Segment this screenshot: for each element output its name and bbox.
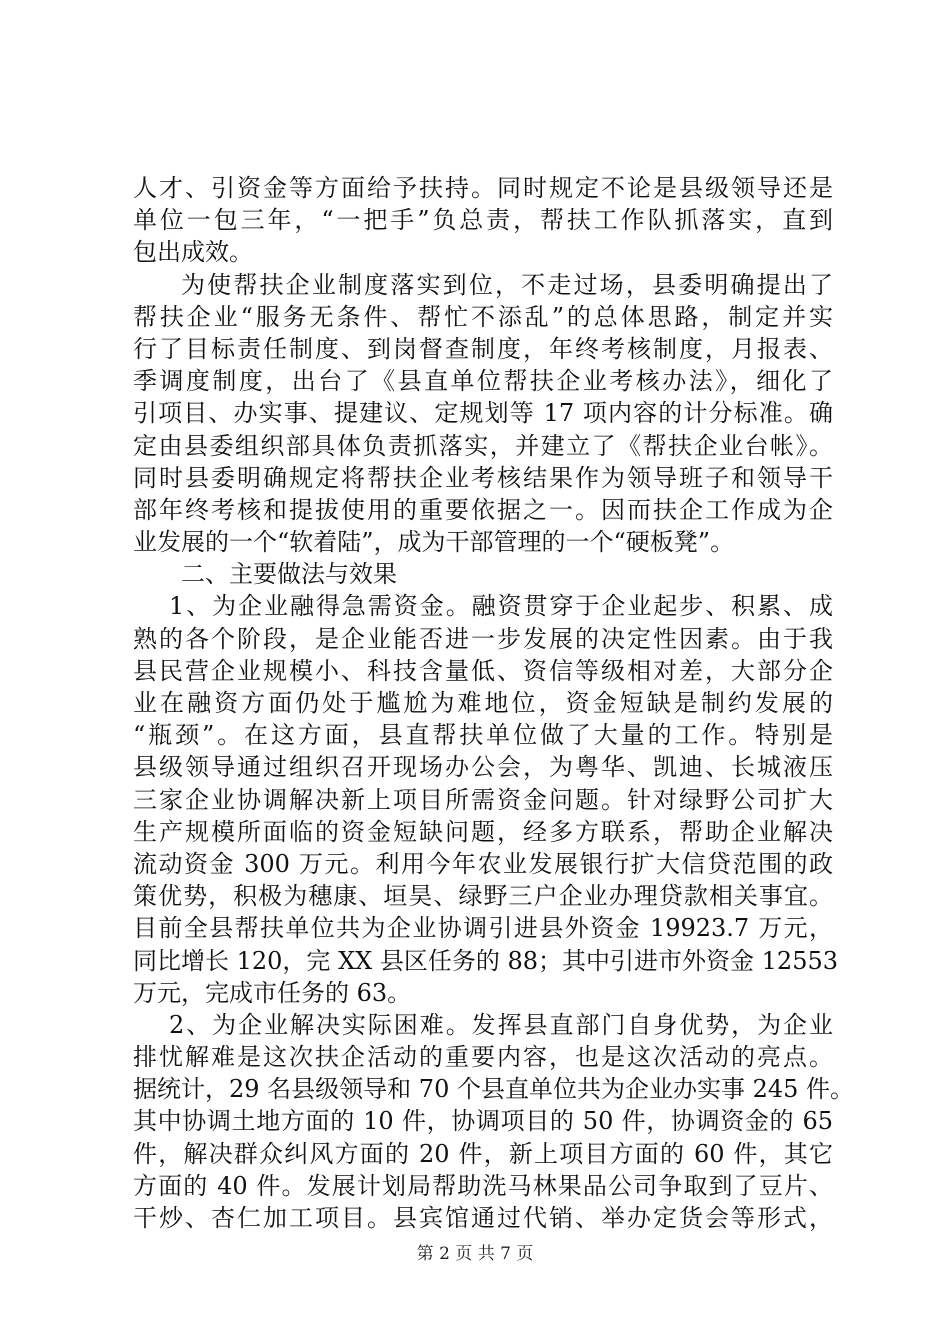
- text-line: 据统计，29 名县级领导和 70 个县直单位共为企业办实事 245 件。: [133, 1075, 855, 1104]
- text-line: 季调度制度，出台了《县直单位帮扶企业考核办法》，细化了: [133, 367, 833, 396]
- page-footer: [0, 1243, 950, 1265]
- text-line: 业发展的一个“软着陆”，成为干部管理的一个“硬板凳”。: [133, 528, 735, 557]
- text-line: 万元，完成市任务的 63。: [133, 978, 412, 1007]
- text-line: 二、主要做法与效果: [181, 560, 397, 589]
- text-line: 熟的各个阶段，是企业能否进一步发展的决定性因素。由于我: [133, 624, 833, 653]
- text-line: 流动资金 300 万元。利用今年农业发展银行扩大信贷范围的政: [133, 849, 833, 878]
- text-line: 同时县委明确规定将帮扶企业考核结果作为领导班子和领导干: [133, 463, 833, 492]
- text-line: 部年终考核和提拔使用的重要依据之一。因而扶企工作成为企: [133, 495, 833, 524]
- text-line: 定由县委组织部具体负责抓落实，并建立了《帮扶企业台帐》。: [133, 431, 833, 460]
- text-line: 生产规模所面临的资金短缺问题，经多方联系，帮助企业解决: [133, 817, 833, 846]
- text-line: 1、为企业融得急需资金。融资贯穿于企业起步、积累、成: [169, 592, 833, 621]
- text-line: 行了目标责任制度、到岗督查制度，年终考核制度，月报表、: [133, 334, 833, 363]
- text-line: 方面的 40 件。发展计划局帮助洗马林果品公司争取到了豆片、: [133, 1171, 833, 1200]
- document-body: [133, 172, 855, 1234]
- text-line: 策优势，积极为穗康、垣昊、绿野三户企业办理贷款相关事宜。: [133, 882, 833, 911]
- page-number-label: 第 2 页 共 7 页: [416, 1244, 534, 1264]
- text-line: 干炒、杏仁加工项目。县宾馆通过代销、举办定货会等形式，: [133, 1204, 833, 1232]
- text-line: 件，解决群众纠风方面的 20 件，新上项目方面的 60 件，其它: [133, 1139, 833, 1168]
- text-line: 帮扶企业“服务无条件、帮忙不添乱”的总体思路，制定并实: [133, 302, 833, 331]
- text-line: 三家企业协调解决新上项目所需资金问题。针对绿野公司扩大: [133, 785, 833, 814]
- text-line: 县民营企业规模小、科技含量低、资信等级相对差，大部分企: [133, 656, 833, 685]
- text-line: 目前全县帮扶单位共为企业协调引进县外资金 19923.7 万元，: [133, 914, 833, 943]
- text-line: 为使帮扶企业制度落实到位，不走过场，县委明确提出了: [181, 270, 833, 299]
- text-line: 县级领导通过组织召开现场办公会，为粤华、凯迪、长城液压: [133, 753, 833, 782]
- text-line: 人才、引资金等方面给予扶持。同时规定不论是县级领导还是: [133, 174, 833, 202]
- text-line: “瓶颈”。在这方面，县直帮扶单位做了大量的工作。特别是: [133, 721, 833, 750]
- text-line: 单位一包三年，“一把手”负总责，帮扶工作队抓落实，直到: [133, 206, 833, 235]
- text-line: 排忧解难是这次扶企活动的重要内容，也是这次活动的亮点。: [133, 1043, 833, 1072]
- text-line: 业在融资方面仍处于尴尬为难地位，资金短缺是制约发展的: [133, 689, 833, 717]
- text-line: 其中协调土地方面的 10 件，协调项目的 50 件，协调资金的 65: [133, 1107, 833, 1136]
- text-line: 同比增长 120，完 XX 县区任务的 88；其中引进市外资金 12553: [133, 946, 839, 975]
- text-line: 2、为企业解决实际困难。发挥县直部门自身优势，为企业: [169, 1010, 833, 1039]
- text-line: 引项目、办实事、提建议、定规划等 17 项内容的计分标准。确: [133, 399, 833, 428]
- text-line: 包出成效。: [133, 238, 253, 267]
